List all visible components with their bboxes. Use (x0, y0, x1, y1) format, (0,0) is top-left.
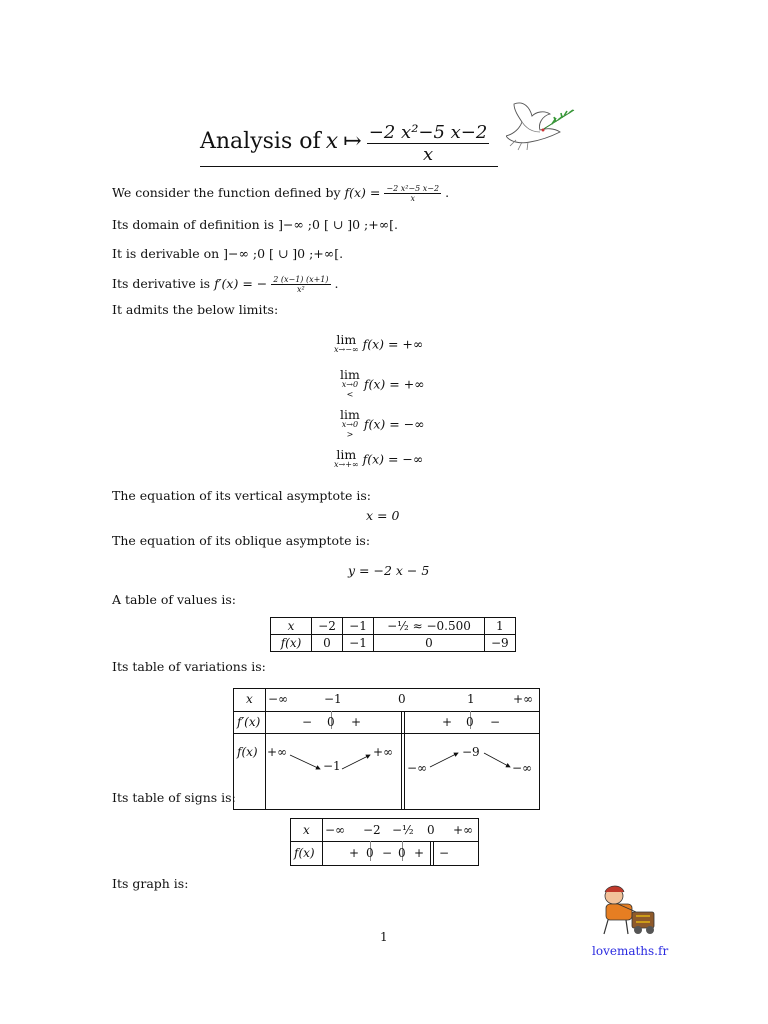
intro-function: f(x) = (344, 185, 381, 200)
table-row (271, 635, 516, 652)
x-value: 1 (467, 692, 475, 706)
domain-line: Its domain of definition is ]−∞ ;0 [ ∪ ]0 ;+∞[. (112, 217, 398, 232)
limit-row (340, 407, 425, 440)
lim-side: < (346, 390, 354, 399)
derivative-text: Its derivative is (112, 276, 211, 291)
intro-denominator: x (410, 194, 415, 203)
increasing-arrow (430, 753, 458, 767)
f-value: +∞ (373, 745, 394, 759)
variations-table (233, 688, 540, 810)
limit-expression: f(x) = −∞ (362, 451, 424, 467)
sign: + (349, 846, 360, 860)
intro-numerator: −2 x²−5 x−2 (386, 184, 440, 193)
x-value: +∞ (453, 823, 474, 837)
derivative-function: f′(x) = − (214, 276, 268, 291)
x-value: 0 (398, 692, 406, 706)
sign: − (382, 846, 393, 860)
title-numerator: −2 x²−5 x−2 (368, 122, 488, 143)
fprime-header: f′(x) (237, 715, 261, 729)
limit-expression: f(x) = +∞ (362, 336, 424, 352)
title-prefix: Analysis of (200, 129, 321, 154)
f-value: −∞ (407, 761, 428, 775)
table-row (271, 618, 516, 635)
variation-arrows (234, 689, 539, 809)
lovemaths-link[interactable]: lovemaths.fr (592, 944, 669, 958)
row-divider (291, 841, 478, 842)
limit-expression: f(x) = −∞ (363, 416, 425, 432)
sign: + (414, 846, 425, 860)
intro-period: . (445, 185, 450, 200)
f-value: −1 (323, 759, 341, 773)
lim-subscript: x→−∞ (334, 345, 359, 354)
table-cell: f(x) (271, 635, 312, 652)
increasing-arrow (342, 755, 370, 769)
intro-line (112, 184, 449, 203)
title-underline (200, 166, 498, 167)
x-value: −½ (392, 823, 414, 837)
sign: − (439, 846, 450, 860)
limit-row (334, 447, 424, 470)
table-cell: −2 (312, 618, 343, 635)
derivative-fraction (271, 275, 330, 294)
f-header: f(x) (237, 745, 258, 759)
lim-word: lim (340, 367, 360, 382)
x-header: x (246, 692, 253, 706)
intro-text: We consider the function defined by (112, 185, 341, 200)
decreasing-arrow (484, 753, 510, 767)
signs-table-label: Its table of signs is: (112, 790, 236, 805)
derivative-line (112, 275, 339, 294)
table-cell: 0 (374, 635, 485, 652)
sign: − (302, 715, 313, 729)
column-divider (322, 819, 323, 865)
title-fraction (367, 122, 490, 165)
title-variable: x (325, 129, 339, 154)
intro-fraction (384, 184, 441, 203)
limit-operator (334, 332, 359, 355)
oblique-asymptote-label: The equation of its oblique asymptote is: (112, 533, 371, 548)
lim-subscript: x→0 (341, 380, 359, 389)
limit-operator (334, 447, 359, 470)
lim-subscript: x→+∞ (334, 460, 359, 469)
title-denominator: x (422, 144, 434, 165)
f-value: −∞ (512, 761, 533, 775)
forbidden-value-bar (430, 841, 431, 865)
values-table-label: A table of values is: (112, 592, 236, 607)
f-header: f(x) (294, 846, 315, 860)
sign-zero: 0 (366, 846, 374, 860)
lim-word: lim (336, 447, 357, 462)
x-value: +∞ (513, 692, 534, 706)
table-cell: −1 (343, 618, 374, 635)
limit-row (340, 367, 425, 400)
table-cell: 0 (312, 635, 343, 652)
sign: + (351, 715, 362, 729)
limit-expression: f(x) = +∞ (363, 376, 425, 392)
table-cell: −½ ≈ −0.500 (374, 618, 485, 635)
derivative-denominator: x² (297, 285, 305, 294)
decreasing-arrow (290, 755, 320, 769)
mascot-icon (592, 882, 664, 938)
derivative-period: . (334, 276, 339, 291)
sign-zero: 0 (466, 715, 474, 729)
values-table (270, 617, 516, 652)
vertical-asymptote-label: The equation of its vertical asymptote is: (112, 488, 371, 503)
x-header: x (303, 823, 310, 837)
oblique-asymptote-equation: y = −2 x − 5 (348, 563, 430, 578)
table-cell: −1 (343, 635, 374, 652)
limits-intro: It admits the below limits: (112, 302, 279, 317)
limit-row (334, 332, 424, 355)
x-value: −1 (324, 692, 342, 706)
sign-zero: 0 (327, 715, 335, 729)
derivative-numerator: 2 (x−1) (x+1) (273, 275, 329, 284)
x-value: −∞ (268, 692, 289, 706)
table-cell: −9 (485, 635, 516, 652)
limit-operator (340, 367, 360, 400)
derivable-line: It is derivable on ]−∞ ;0 [ ∪ ]0 ;+∞[. (112, 246, 344, 261)
x-value: −∞ (325, 823, 346, 837)
sign: + (442, 715, 453, 729)
dove-icon (506, 94, 578, 160)
limit-operator (340, 407, 360, 440)
sign-zero: 0 (398, 846, 406, 860)
table-cell: x (271, 618, 312, 635)
lim-word: lim (340, 407, 360, 422)
variations-table-label: Its table of variations is: (112, 659, 266, 674)
x-value: −2 (363, 823, 381, 837)
page-title (200, 122, 500, 165)
title-mapsto: ↦ (343, 129, 362, 154)
lim-word: lim (336, 332, 357, 347)
lim-subscript: x→0 (341, 420, 359, 429)
x-value: 0 (427, 823, 435, 837)
sign: − (490, 715, 501, 729)
vertical-asymptote-equation: x = 0 (366, 508, 400, 523)
f-value: −9 (462, 745, 480, 759)
page-number: 1 (380, 930, 388, 944)
table-cell: 1 (485, 618, 516, 635)
lim-side: > (346, 430, 354, 439)
forbidden-value-bar (433, 841, 434, 865)
signs-table (290, 818, 479, 866)
f-value: +∞ (267, 745, 288, 759)
graph-label: Its graph is: (112, 876, 189, 891)
